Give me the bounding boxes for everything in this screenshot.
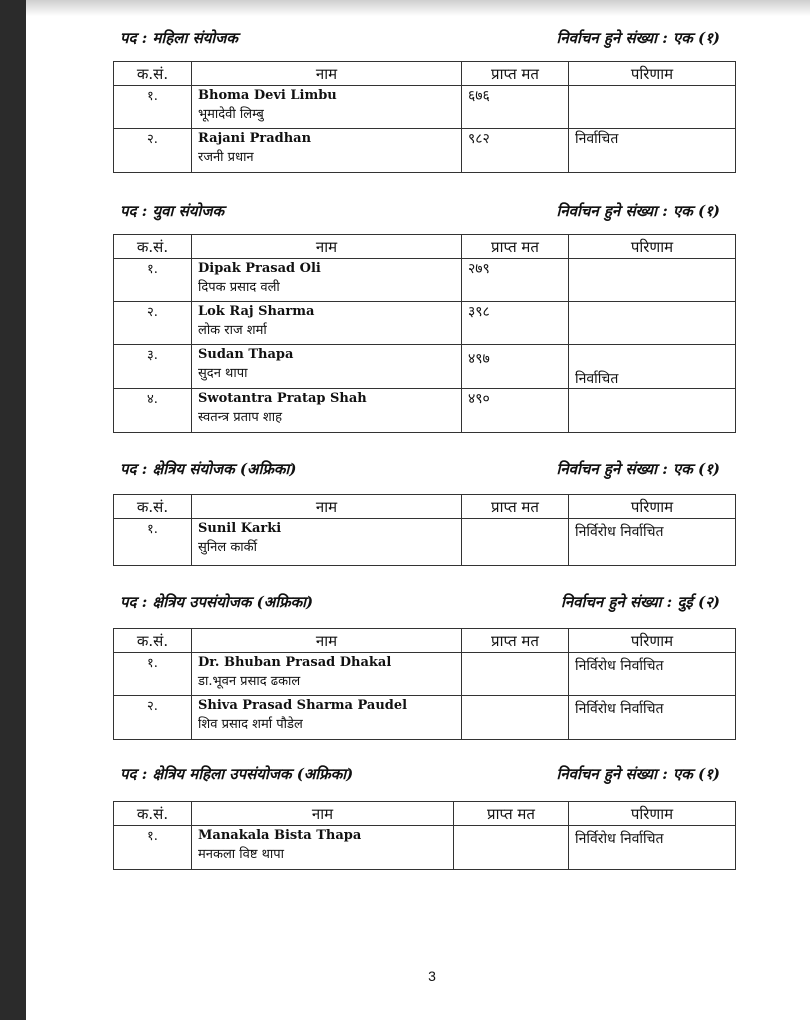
candidate-name	[192, 129, 462, 173]
seat-count: निर्वाचन हुने संख्या : दुई (२)	[560, 593, 720, 611]
serial-number: ३.	[114, 345, 192, 389]
table-header-row	[114, 62, 736, 86]
section-heading	[120, 764, 720, 788]
post-title: पद : क्षेत्रिय महिला उपसंयोजक (अफ्रिका)	[120, 765, 354, 783]
table-row	[114, 826, 736, 870]
seat-count: निर्वाचन हुने संख्या : एक (१)	[556, 765, 720, 783]
votes-received	[462, 519, 569, 566]
name-english: Shiva Prasad Sharma Paudel	[198, 698, 408, 713]
page-number: 3	[428, 968, 436, 984]
section-heading	[120, 28, 720, 52]
name-english: Sudan Thapa	[198, 347, 294, 362]
votes-received: ४९७	[462, 345, 569, 389]
header-votes: प्राप्त मत	[462, 495, 569, 519]
results-table	[113, 61, 736, 173]
table-row	[114, 302, 736, 345]
candidate-name	[192, 86, 462, 129]
name-nepali: सुदन थापा	[198, 366, 248, 381]
name-english: Dr. Bhuban Prasad Dhakal	[198, 655, 392, 670]
table-header-row	[114, 802, 736, 826]
result: निर्विरोध निर्वाचित	[569, 826, 736, 870]
votes-received: २७९	[462, 259, 569, 302]
candidate-name	[192, 826, 454, 870]
table-header-row	[114, 495, 736, 519]
table-row	[114, 519, 736, 566]
name-nepali: शिव प्रसाद शर्मा पौडेल	[198, 717, 303, 732]
votes-received	[462, 696, 569, 740]
candidate-name	[192, 519, 462, 566]
candidate-name	[192, 696, 462, 740]
header-result: परिणाम	[569, 62, 736, 86]
serial-number: १.	[114, 826, 192, 870]
name-english: Sunil Karki	[198, 521, 282, 536]
name-english: Bhoma Devi Limbu	[198, 88, 337, 103]
votes-received: ४९०	[462, 389, 569, 433]
left-dark-margin	[0, 0, 26, 1020]
header-votes: प्राप्त मत	[462, 629, 569, 653]
header-result: परिणाम	[569, 235, 736, 259]
header-name: नाम	[192, 62, 462, 86]
header-name: नाम	[192, 802, 454, 826]
table-row	[114, 389, 736, 433]
seat-count: निर्वाचन हुने संख्या : एक (१)	[556, 460, 720, 478]
name-english: Swotantra Pratap Shah	[198, 391, 367, 406]
name-nepali: स्वतन्त्र प्रताप शाह	[198, 410, 283, 425]
post-title: पद : क्षेत्रिय संयोजक (अफ्रिका)	[120, 460, 297, 478]
result: निर्विरोध निर्वाचित	[569, 653, 736, 696]
name-nepali: डा.भूवन प्रसाद ढकाल	[198, 674, 301, 689]
table-header-row	[114, 235, 736, 259]
result: निर्वाचित	[569, 129, 736, 173]
candidate-name	[192, 653, 462, 696]
header-sn: क.सं.	[114, 802, 192, 826]
candidate-name	[192, 302, 462, 345]
results-table	[113, 628, 736, 740]
header-sn: क.सं.	[114, 235, 192, 259]
name-english: Dipak Prasad Oli	[198, 261, 321, 276]
table-row	[114, 259, 736, 302]
serial-number: १.	[114, 259, 192, 302]
header-name: नाम	[192, 235, 462, 259]
name-nepali: मनकला विष्ट थापा	[198, 847, 285, 862]
header-name: नाम	[192, 495, 462, 519]
name-nepali: लोक राज शर्मा	[198, 323, 267, 338]
result: निर्विरोध निर्वाचित	[569, 519, 736, 566]
name-nepali: भूमादेवी लिम्बु	[198, 107, 264, 122]
seat-count: निर्वाचन हुने संख्या : एक (१)	[556, 202, 720, 220]
post-title: पद : क्षेत्रिय उपसंयोजक (अफ्रिका)	[120, 593, 314, 611]
name-nepali: रजनी प्रधान	[198, 150, 254, 165]
serial-number: ४.	[114, 389, 192, 433]
header-votes: प्राप्त मत	[462, 62, 569, 86]
result	[569, 86, 736, 129]
results-table	[113, 801, 736, 870]
results-table	[113, 494, 736, 566]
header-votes: प्राप्त मत	[454, 802, 569, 826]
result	[569, 389, 736, 433]
candidate-name	[192, 345, 462, 389]
name-nepali: सुनिल कार्की	[198, 540, 258, 555]
table-row	[114, 653, 736, 696]
name-english: Rajani Pradhan	[198, 131, 312, 146]
candidate-name	[192, 259, 462, 302]
votes-received	[462, 653, 569, 696]
serial-number: २.	[114, 302, 192, 345]
votes-received: ६७६	[462, 86, 569, 129]
table-row	[114, 345, 736, 389]
candidate-name	[192, 389, 462, 433]
serial-number: २.	[114, 696, 192, 740]
section-heading	[120, 592, 720, 616]
result	[569, 259, 736, 302]
top-shadow	[26, 0, 810, 16]
votes-received: ९८२	[462, 129, 569, 173]
votes-received: ३९८	[462, 302, 569, 345]
header-name: नाम	[192, 629, 462, 653]
post-title: पद : महिला संयोजक	[120, 29, 238, 47]
table-row	[114, 129, 736, 173]
name-nepali: दिपक प्रसाद वली	[198, 280, 280, 295]
header-result: परिणाम	[569, 495, 736, 519]
serial-number: १.	[114, 519, 192, 566]
result	[569, 302, 736, 345]
serial-number: २.	[114, 129, 192, 173]
header-result: परिणाम	[569, 629, 736, 653]
section-heading	[120, 459, 720, 483]
result: निर्वाचित	[569, 345, 736, 389]
header-sn: क.सं.	[114, 62, 192, 86]
header-sn: क.सं.	[114, 629, 192, 653]
header-result: परिणाम	[569, 802, 736, 826]
header-votes: प्राप्त मत	[462, 235, 569, 259]
results-table	[113, 234, 736, 433]
serial-number: १.	[114, 86, 192, 129]
seat-count: निर्वाचन हुने संख्या : एक (१)	[556, 29, 720, 47]
name-english: Lok Raj Sharma	[198, 304, 315, 319]
section-heading	[120, 201, 720, 225]
votes-received	[454, 826, 569, 870]
header-sn: क.सं.	[114, 495, 192, 519]
name-english: Manakala Bista Thapa	[198, 828, 362, 843]
serial-number: १.	[114, 653, 192, 696]
result: निर्विरोध निर्वाचित	[569, 696, 736, 740]
post-title: पद : युवा संयोजक	[120, 202, 224, 220]
table-row	[114, 696, 736, 740]
table-header-row	[114, 629, 736, 653]
table-row	[114, 86, 736, 129]
